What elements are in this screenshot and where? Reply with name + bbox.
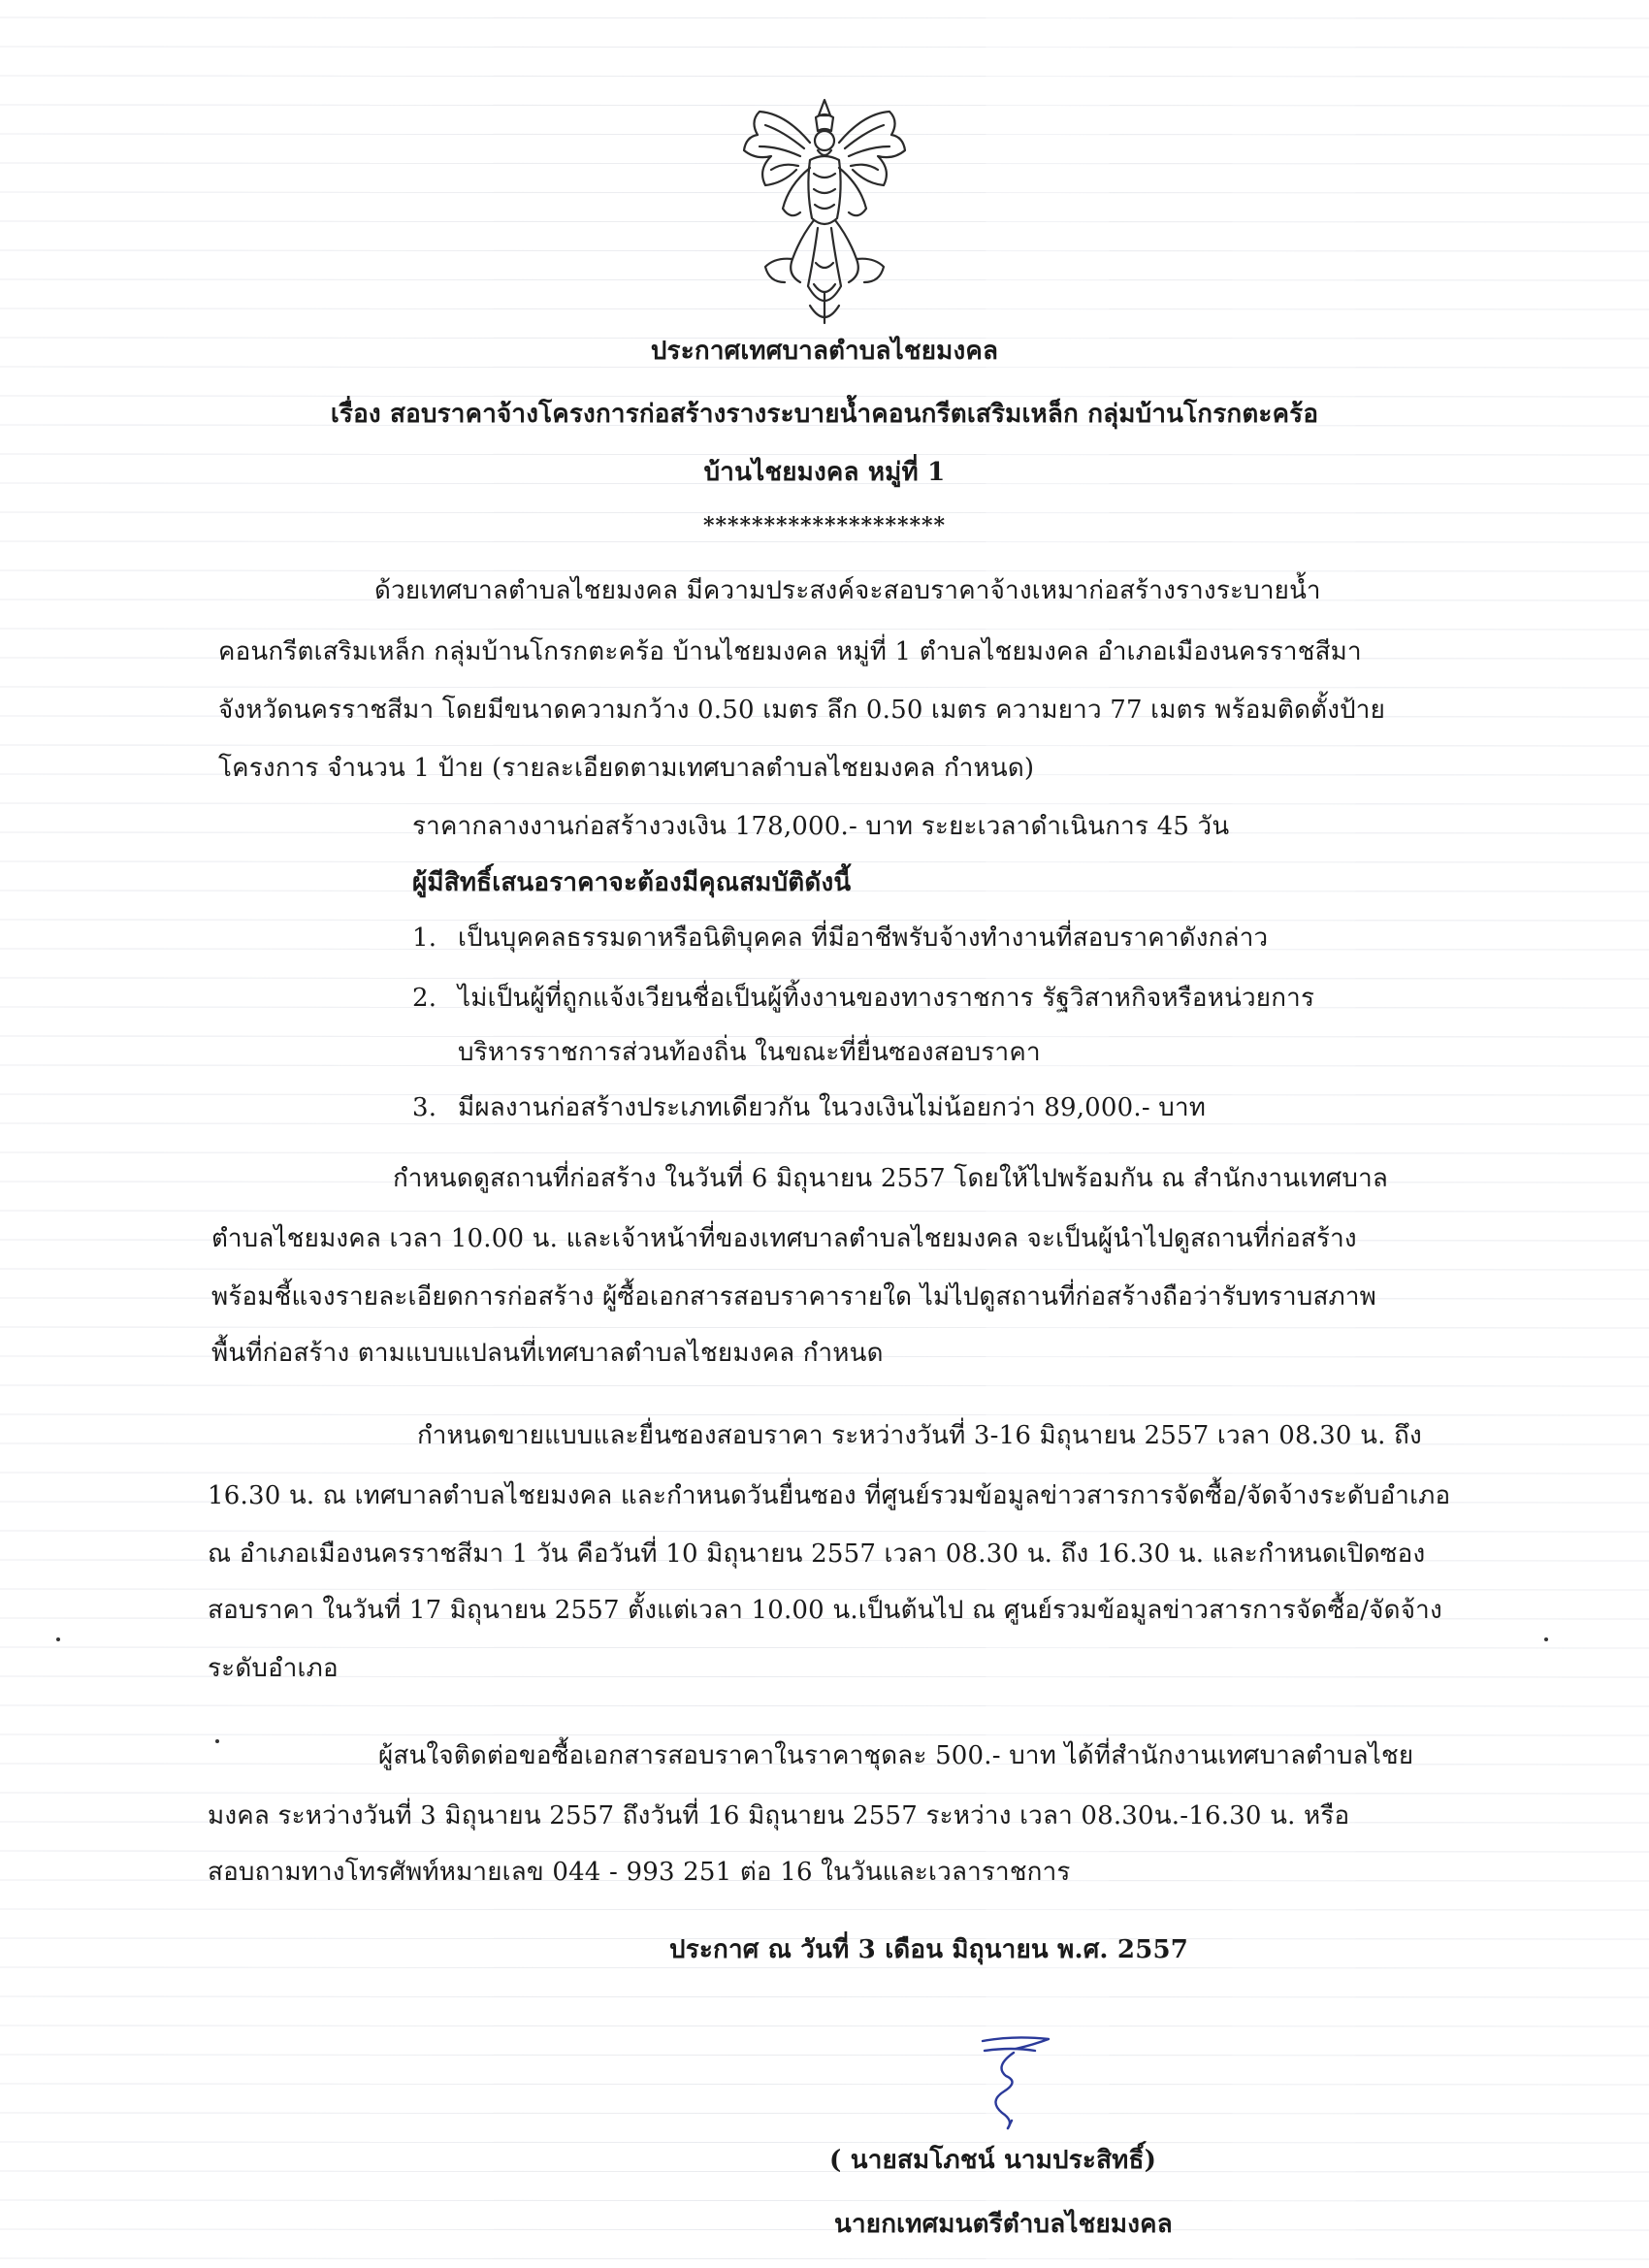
scan-ruling-line <box>0 17 1649 18</box>
scan-ruling-line <box>0 2142 1649 2143</box>
scan-ruling-line <box>0 1734 1649 1735</box>
scan-ruling-line <box>0 2113 1649 2114</box>
scan-ruling-line <box>0 2025 1649 2026</box>
scan-ruling-line <box>0 629 1649 630</box>
scan-ruling-line <box>0 2200 1649 2201</box>
scan-ruling-line <box>0 1647 1649 1648</box>
bid-schedule-line: ระดับอำเภอ <box>208 1654 339 1683</box>
qualification-number: 2. <box>412 984 437 1013</box>
announcement-subject: เรื่อง สอบราคาจ้างโครงการก่อสร้างรางระบายน้ำคอนกรีตเสริมเหล็ก กลุ่มบ้านโกรกตะคร้อ <box>330 400 1319 429</box>
site-visit-line: ตำบลไชยมงคล เวลา 10.00 น. และเจ้าหน้าที่ของเทศบาลตำบลไชยมงคล จะเป็นผู้นำไปดูสถานที่ก่อสร้าง <box>211 1224 1357 1253</box>
qualification-text: เป็นบุคคลธรรมดาหรือนิติบุคคล ที่มีอาชีพรับจ้างทำงานที่สอบราคาดังกล่าว <box>458 923 1269 953</box>
announcement-subject-line2: บ้านไชยมงคล หมู่ที่ 1 <box>703 458 946 487</box>
scan-ruling-line <box>0 1589 1649 1590</box>
scan-ruling-line <box>0 1211 1649 1212</box>
scan-ruling-line <box>0 2171 1649 2172</box>
scan-ruling-line <box>0 1327 1649 1328</box>
scan-ruling-line <box>0 1414 1649 1415</box>
paragraph-1-line: จังหวัดนครราชสีมา โดยมีขนาดความกว้าง 0.50 เมตร ลึก 0.50 เมตร ความยาว 77 เมตร พร้อมติดตั้งป้าย <box>218 696 1386 725</box>
bid-schedule-line: สอบราคา ในวันที่ 17 มิถุนายน 2557 ตั้งแต่เวลา 10.00 น.เป็นต้นไป ณ ศูนย์รวมข้อมูลข่าวสารการจัดซื้อ/จัดจ้าง <box>208 1596 1442 1625</box>
scan-ruling-line <box>0 1909 1649 1910</box>
site-visit-line: พร้อมชี้แจงรายละเอียดการก่อสร้าง ผู้ซื้อเอกสารสอบราคารายใด ไม่ไปดูสถานที่ก่อสร้างถือว่ารับทราบสภาพ <box>211 1282 1376 1312</box>
paragraph-1-line: คอนกรีตเสริมเหล็ก กลุ่มบ้านโกรกตะคร้อ บ้านไชยมงคล หมู่ที่ 1 ตำบลไชยมงคล อำเภอเมืองนครราชสีมา <box>218 637 1362 666</box>
qualification-text: ไม่เป็นผู้ที่ถูกแจ้งเวียนชื่อเป็นผู้ทิ้งงานของทางราชการ รัฐวิสาหกิจหรือหน่วยการ <box>458 984 1315 1013</box>
scan-ruling-line <box>0 1705 1649 1706</box>
scan-ruling-line <box>0 861 1649 862</box>
scan-ruling-line <box>0 1385 1649 1386</box>
scan-ruling-line <box>0 978 1649 979</box>
scan-ruling-line <box>0 1967 1649 1968</box>
median-price-line: ราคากลางงานก่อสร้างวงเงิน 178,000.- บาท ระยะเวลาดำเนินการ 45 วัน <box>412 812 1230 841</box>
site-visit-line: พื้นที่ก่อสร้าง ตามแบบแปลนที่เทศบาลตำบลไชยมงคล กำหนด <box>211 1339 884 1368</box>
scan-speck <box>56 1637 60 1641</box>
qualification-text: มีผลงานก่อสร้างประเภทเดียวกัน ในวงเงินไม่น้อยกว่า 89,000.- บาท <box>458 1093 1207 1122</box>
scan-ruling-line <box>0 396 1649 397</box>
handwritten-signature <box>965 2027 1072 2134</box>
scan-ruling-line <box>0 1473 1649 1474</box>
scan-ruling-line <box>0 920 1649 921</box>
document-purchase-line: ผู้สนใจติดต่อขอซื้อเอกสารสอบราคาในราคาชุดละ 500.- บาท ได้ที่สำนักงานเทศบาลตำบลไชย <box>378 1741 1414 1770</box>
scan-ruling-line <box>0 47 1649 48</box>
qualification-heading: ผู้มีสิทธิ์เสนอราคาจะต้องมีคุณสมบัติดังนี้ <box>412 868 852 897</box>
document-purchase-line: มงคล ระหว่างวันที่ 3 มิถุนายน 2557 ถึงวันที่ 16 มิถุนายน 2557 ระหว่าง เวลา 08.30น.-16.30 น. หรือ <box>208 1801 1350 1831</box>
scan-ruling-line <box>0 2258 1649 2259</box>
scan-ruling-line <box>0 687 1649 688</box>
announcement-title: ประกาศเทศบาลตำบลไชยมงคล <box>650 337 999 366</box>
paragraph-1-line: ด้วยเทศบาลตำบลไชยมงคล มีความประสงค์จะสอบราคาจ้างเหมาก่อสร้างรางระบายน้ำ <box>374 576 1321 605</box>
signatory-position: นายกเทศมนตรีตำบลไชยมงคล <box>834 2210 1173 2239</box>
scan-ruling-line <box>0 1793 1649 1794</box>
document-purchase-line: สอบถามทางโทรศัพท์หมายเลข 044 - 993 251 ต่อ 16 ในวันและเวลาราชการ <box>208 1858 1071 1887</box>
scan-ruling-line <box>0 76 1649 77</box>
signatory-name: ( นายสมโภชน์ นามประสิทธิ์) <box>829 2146 1157 2175</box>
announcement-date: ประกาศ ณ วันที่ 3 เดือน มิถุนายน พ.ศ. 2557 <box>669 1935 1189 1964</box>
scan-ruling-line <box>0 1152 1649 1153</box>
paragraph-1-line: โครงการ จำนวน 1 ป้าย (รายละเอียดตามเทศบาลตำบลไชยมงคล กำหนด) <box>218 754 1035 783</box>
scan-ruling-line <box>0 1531 1649 1532</box>
scan-ruling-line <box>0 2229 1649 2230</box>
scan-ruling-line <box>0 1996 1649 1997</box>
garuda-emblem-icon <box>732 92 917 330</box>
bid-schedule-line: ณ อำเภอเมืองนครราชสีมา 1 วัน คือวันที่ 10 มิถุนายน 2557 เวลา 08.30 น. ถึง 16.30 น. และกำหนดเปิดซอง <box>208 1539 1426 1569</box>
scan-speck <box>215 1739 219 1743</box>
scan-ruling-line <box>0 2055 1649 2056</box>
scan-ruling-line <box>0 803 1649 804</box>
scan-ruling-line <box>0 454 1649 455</box>
scan-ruling-line <box>0 2084 1649 2085</box>
qualification-text-cont: บริหารราชการส่วนท้องถิ่น ในขณะที่ยื่นซองสอบราคา <box>458 1038 1041 1067</box>
site-visit-line: กำหนดดูสถานที่ก่อสร้าง ในวันที่ 6 มิถุนายน 2557 โดยให้ไปพร้อมกัน ณ สำนักงานเทศบาล <box>393 1164 1389 1193</box>
star-divider: ******************** <box>702 513 947 538</box>
scan-ruling-line <box>0 745 1649 746</box>
scan-ruling-line <box>0 570 1649 571</box>
bid-schedule-line: กำหนดขายแบบและยื่นซองสอบราคา ระหว่างวันที่ 3-16 มิถุนายน 2557 เวลา 08.30 น. ถึง <box>417 1421 1422 1450</box>
qualification-number: 3. <box>412 1093 437 1122</box>
scan-ruling-line <box>0 1851 1649 1852</box>
qualification-number: 1. <box>412 923 437 953</box>
scan-ruling-line <box>0 1269 1649 1270</box>
bid-schedule-line: 16.30 น. ณ เทศบาลตำบลไชยมงคล และกำหนดวันยื่นซอง ที่ศูนย์รวมข้อมูลข่าวสารการจัดซื้อ/จัดจ้างระดับอำเภอ <box>208 1481 1451 1510</box>
scan-speck <box>1544 1637 1548 1641</box>
